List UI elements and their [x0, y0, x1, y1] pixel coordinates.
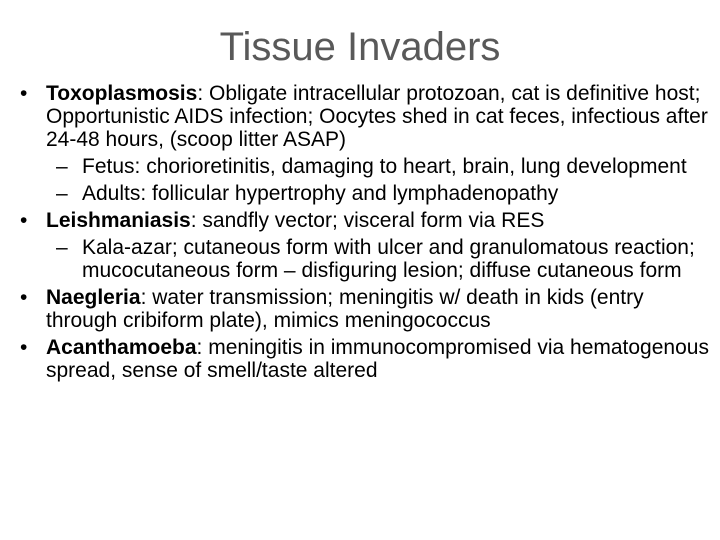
bullet-text: : Obligate intracellular protozoan, cat is definitive host; Opportunistic AIDS infection; Oocytes shed in cat feces, infectious after 24-48 hours, (scoop litter ASAP): [46, 82, 708, 151]
sub-item-adults: [20, 182, 710, 205]
bullet-icon: •: [20, 336, 28, 359]
bullet-item-toxoplasmosis: [20, 82, 710, 151]
bullet-icon: •: [20, 209, 28, 232]
bullet-term: Leishmaniasis: [46, 209, 191, 232]
bullet-item-leishmaniasis: [20, 209, 710, 232]
bullet-text: : water transmission; meningitis w/ death in kids (entry through cribiform plate), mimics meningococcus: [46, 286, 644, 332]
sub-item-fetus: [20, 155, 710, 178]
bullet-item-acanthamoeba: [20, 336, 710, 382]
bullet-icon: •: [20, 82, 28, 105]
sub-item-kala-azar: [20, 236, 710, 282]
bullet-item-naegleria: [20, 286, 710, 332]
dash-icon: –: [56, 182, 68, 205]
slide-title: Tissue Invaders: [219, 25, 501, 69]
sub-item-text: Kala-azar; cutaneous form with ulcer and granulomatous reaction; mucocutaneous form – disfiguring lesion; diffuse cutaneous form: [82, 236, 695, 282]
bullet-text: : sandfly vector; visceral form via RES: [190, 209, 545, 232]
bullet-icon: •: [20, 286, 28, 309]
sub-item-text: Fetus: chorioretinitis, damaging to heart, brain, lung development: [82, 155, 687, 178]
bullet-term: Naegleria: [46, 286, 141, 309]
dash-icon: –: [56, 236, 68, 259]
bullet-text: : meningitis in immunocompromised via hematogenous spread, sense of smell/taste altered: [46, 336, 709, 382]
bullet-term: Toxoplasmosis: [46, 82, 198, 105]
bullet-term: Acanthamoeba: [46, 336, 197, 359]
slide-body: [20, 82, 710, 386]
sub-item-text: Adults: follicular hypertrophy and lymphadenopathy: [82, 182, 559, 205]
dash-icon: –: [56, 155, 68, 178]
